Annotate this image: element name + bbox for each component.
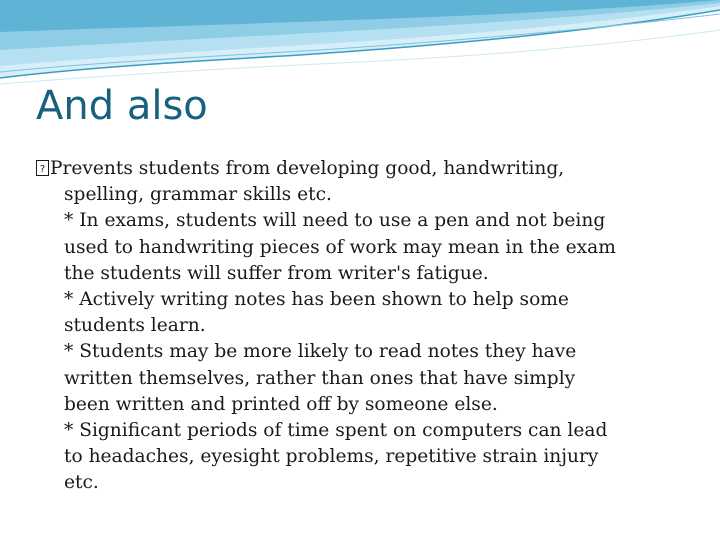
slide-title: And also xyxy=(36,83,208,129)
body-line: * In exams, students will need to use a pen and not being xyxy=(64,210,606,232)
body-line: written themselves, rather than ones that have simply xyxy=(64,367,576,389)
body-line: the students will suffer from writer's fatigue. xyxy=(64,262,489,284)
body-line: to headaches, eyesight problems, repetitive strain injury xyxy=(64,446,599,468)
body-line: * Significant periods of time spent on computers can lead xyxy=(64,420,608,442)
bullet-first-text: Prevents students from developing good, handwriting, xyxy=(50,158,565,179)
body-line: etc. xyxy=(64,472,99,494)
body-line: used to handwriting pieces of work may mean in the exam xyxy=(64,236,616,258)
body-line: * Actively writing notes has been shown to help some xyxy=(64,289,569,311)
slide-body xyxy=(36,156,696,497)
bullet-first-line xyxy=(36,156,696,182)
body-line: spelling, grammar skills etc. xyxy=(64,184,332,206)
body-line: * Students may be more likely to read notes they have xyxy=(64,341,577,363)
body-line: been written and printed off by someone else. xyxy=(64,393,498,415)
header-wave-decoration xyxy=(0,0,720,90)
body-line: students learn. xyxy=(64,315,206,337)
replacement-character-icon xyxy=(36,158,49,173)
svg-text:?: ? xyxy=(39,164,46,175)
